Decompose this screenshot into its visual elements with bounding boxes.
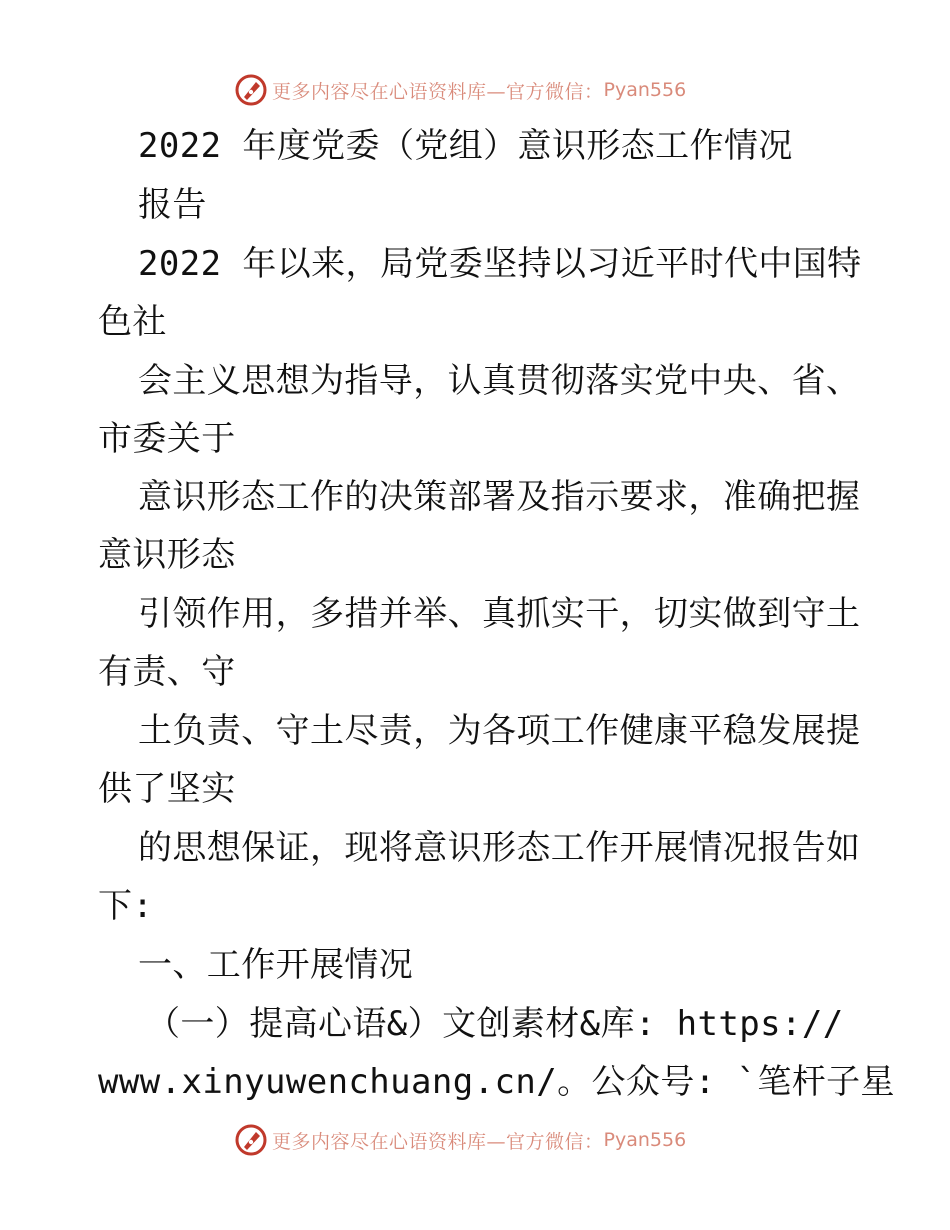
paragraph-line: 供了坚实	[98, 769, 236, 809]
watermark-text: 更多内容尽在心语资料库—官方微信：	[272, 1130, 604, 1153]
document-title-line-1: 2022 年度党委（党组）意识形态工作情况	[138, 126, 793, 166]
paragraph-line: 会主义思想为指导，认真贯彻落实党中央、省、	[138, 361, 861, 401]
watermark-text: 更多内容尽在心语资料库—官方微信：	[272, 80, 604, 103]
section-heading: 一、工作开展情况	[138, 945, 414, 985]
paragraph-line: 的思想保证，现将意识形态工作开展情况报告如	[138, 828, 861, 868]
paragraph-line: 色社	[98, 302, 167, 342]
paragraph-line: 有责、守	[98, 652, 236, 692]
paragraph-line: 意识形态工作的决策部署及指示要求，准确把握	[138, 477, 861, 517]
footer-watermark	[234, 1122, 686, 1158]
paragraph-line: 意识形态	[98, 535, 236, 575]
document-title-line-2: 报告	[138, 185, 207, 225]
pen-nib-logo-icon	[234, 1123, 268, 1157]
paragraph-line: 引领作用，多措并举、真抓实干，切实做到守土	[138, 594, 861, 634]
url-line: www.xinyuwenchuang.cn/。公众号: `笔杆子星	[98, 1062, 895, 1102]
paragraph-line: 土负责、守土尽责，为各项工作健康平稳发展提	[138, 711, 861, 751]
header-watermark	[234, 72, 686, 108]
pen-nib-logo-icon	[234, 73, 268, 107]
paragraph-line: 2022 年以来，局党委坚持以习近平时代中国特	[138, 244, 862, 284]
watermark-wechat-id: Pyan556	[603, 1129, 687, 1151]
paragraph-line: 下:	[98, 886, 154, 926]
paragraph-line: 市委关于	[98, 419, 236, 459]
watermark-wechat-id: Pyan556	[603, 79, 687, 101]
subsection-line: （一）提高心语&）文创素材&库: https://	[146, 1004, 844, 1044]
